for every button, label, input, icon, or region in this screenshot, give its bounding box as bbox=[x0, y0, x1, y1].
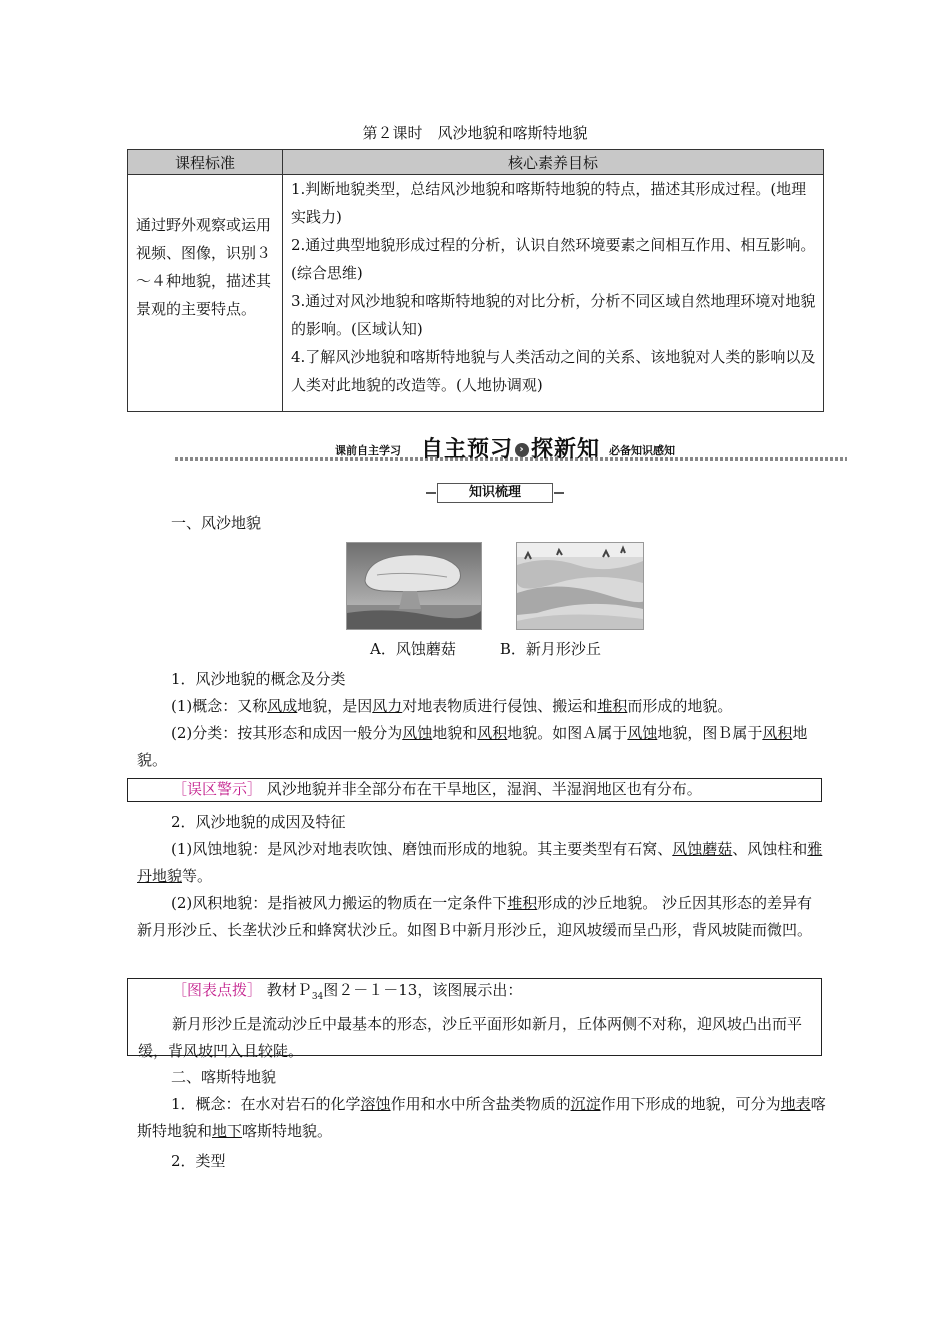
karst-types: 2．类型 bbox=[171, 1152, 226, 1170]
photo-captions bbox=[370, 636, 670, 663]
karst-concept: 1．概念：在水对岩石的化学溶蚀作用和水中所含盐类物质的沉淀作用下形成的地貌，可分为地表喀斯特地貌和地下喀斯特地貌。 bbox=[137, 1095, 826, 1140]
goal-item: 4.了解风沙地貌和喀斯特地貌与人类活动之间的关系、该地貌对人类的影响以及人类对此地貌的改造等。(人地协调观) bbox=[291, 348, 816, 394]
banner-left-text: 课前自主学习 bbox=[335, 444, 401, 457]
s1-title: 1．风沙地貌的概念及分类 bbox=[171, 670, 346, 688]
chart-note-label: ［图表点拨］ bbox=[172, 981, 263, 999]
arrow-icon: › bbox=[515, 443, 529, 457]
goal-item: 1.判断地貌类型，总结风沙地貌和喀斯特地貌的特点，描述其形成过程。(地理实践力) bbox=[291, 180, 807, 226]
banner-right-text: 必备知识感知 bbox=[609, 444, 675, 457]
chart-note-body: 新月形沙丘是流动沙丘中最基本的形态，沙丘平面形如新月，丘体两侧不对称，迎风坡凸出而平缓，背风坡凹入且较陡。 bbox=[138, 1015, 803, 1060]
mushroom-rock-photo bbox=[346, 542, 482, 630]
header-goals: 核心素养目标 bbox=[283, 150, 824, 175]
caption-a: A．风蚀蘑菇 bbox=[370, 640, 456, 658]
standard-cell: 通过野外观察或运用视频、图像，识别３～４种地貌，描述其景观的主要特点。 bbox=[128, 175, 283, 412]
s2-erosion: (1)风蚀地貌：是风沙对地表吹蚀、磨蚀而形成的地貌。其主要类型有石窝、风蚀蘑菇、风蚀柱和雅丹地貌等。 bbox=[137, 840, 823, 885]
header-standard: 课程标准 bbox=[128, 150, 283, 175]
s1-concept: (1)概念：又称风成地貌，是因风力对地表物质进行侵蚀、搬运和堆积而形成的地貌。 bbox=[171, 697, 733, 715]
caption-b: B．新月形沙丘 bbox=[499, 640, 601, 658]
chart-note-head: ［图表点拨］ 教材Ｐ$_{34}$图２－１－13，该图展示出： bbox=[172, 981, 523, 1002]
warning-text: 风沙地貌并非全部分布在干旱地区，湿润、半湿润地区也有分布。 bbox=[266, 780, 702, 798]
goal-item: 2.通过典型地貌形成过程的分析，认识自然环境要素之间相互作用、相互影响。(综合思维) bbox=[291, 236, 816, 282]
s2-deposition: (2)风积地貌：是指被风力搬运的物质在一定条件下堆积形成的沙丘地貌。 沙丘因其形态的差异有新月形沙丘、长垄状沙丘和蜂窝状沙丘。如图Ｂ中新月形沙丘，迎风坡缓而呈凸形，背风坡陡而微凹。 bbox=[137, 894, 813, 939]
heading-karst: 二、喀斯特地貌 bbox=[171, 1068, 277, 1086]
goals-cell bbox=[283, 175, 824, 412]
curriculum-table bbox=[127, 149, 824, 412]
s2-title: 2．风沙地貌的成因及特征 bbox=[171, 813, 346, 831]
heading-wind-landforms: 一、风沙地貌 bbox=[171, 514, 262, 532]
warning-box bbox=[127, 778, 822, 802]
page-title: 第２课时 风沙地貌和喀斯特地貌 bbox=[362, 124, 588, 142]
section-banner bbox=[175, 432, 847, 462]
goal-item: 3.通过对风沙地貌和喀斯特地貌的对比分析，分析不同区域自然地理环境对地貌的影响。(区域认知) bbox=[291, 292, 816, 338]
chart-note-box bbox=[127, 978, 822, 1060]
warning-label: ［误区警示］ bbox=[172, 780, 263, 798]
banner-title: 自主预习 › 探新知 bbox=[421, 437, 601, 462]
section-tag: 知识梳理 bbox=[437, 483, 553, 503]
crescent-dune-photo bbox=[516, 542, 644, 630]
s1-classification: (2)分类：按其形态和成因一般分为风蚀地貌和风积地貌。如图Ａ属于风蚀地貌，图Ｂ属于风积地貌。 bbox=[137, 724, 808, 769]
